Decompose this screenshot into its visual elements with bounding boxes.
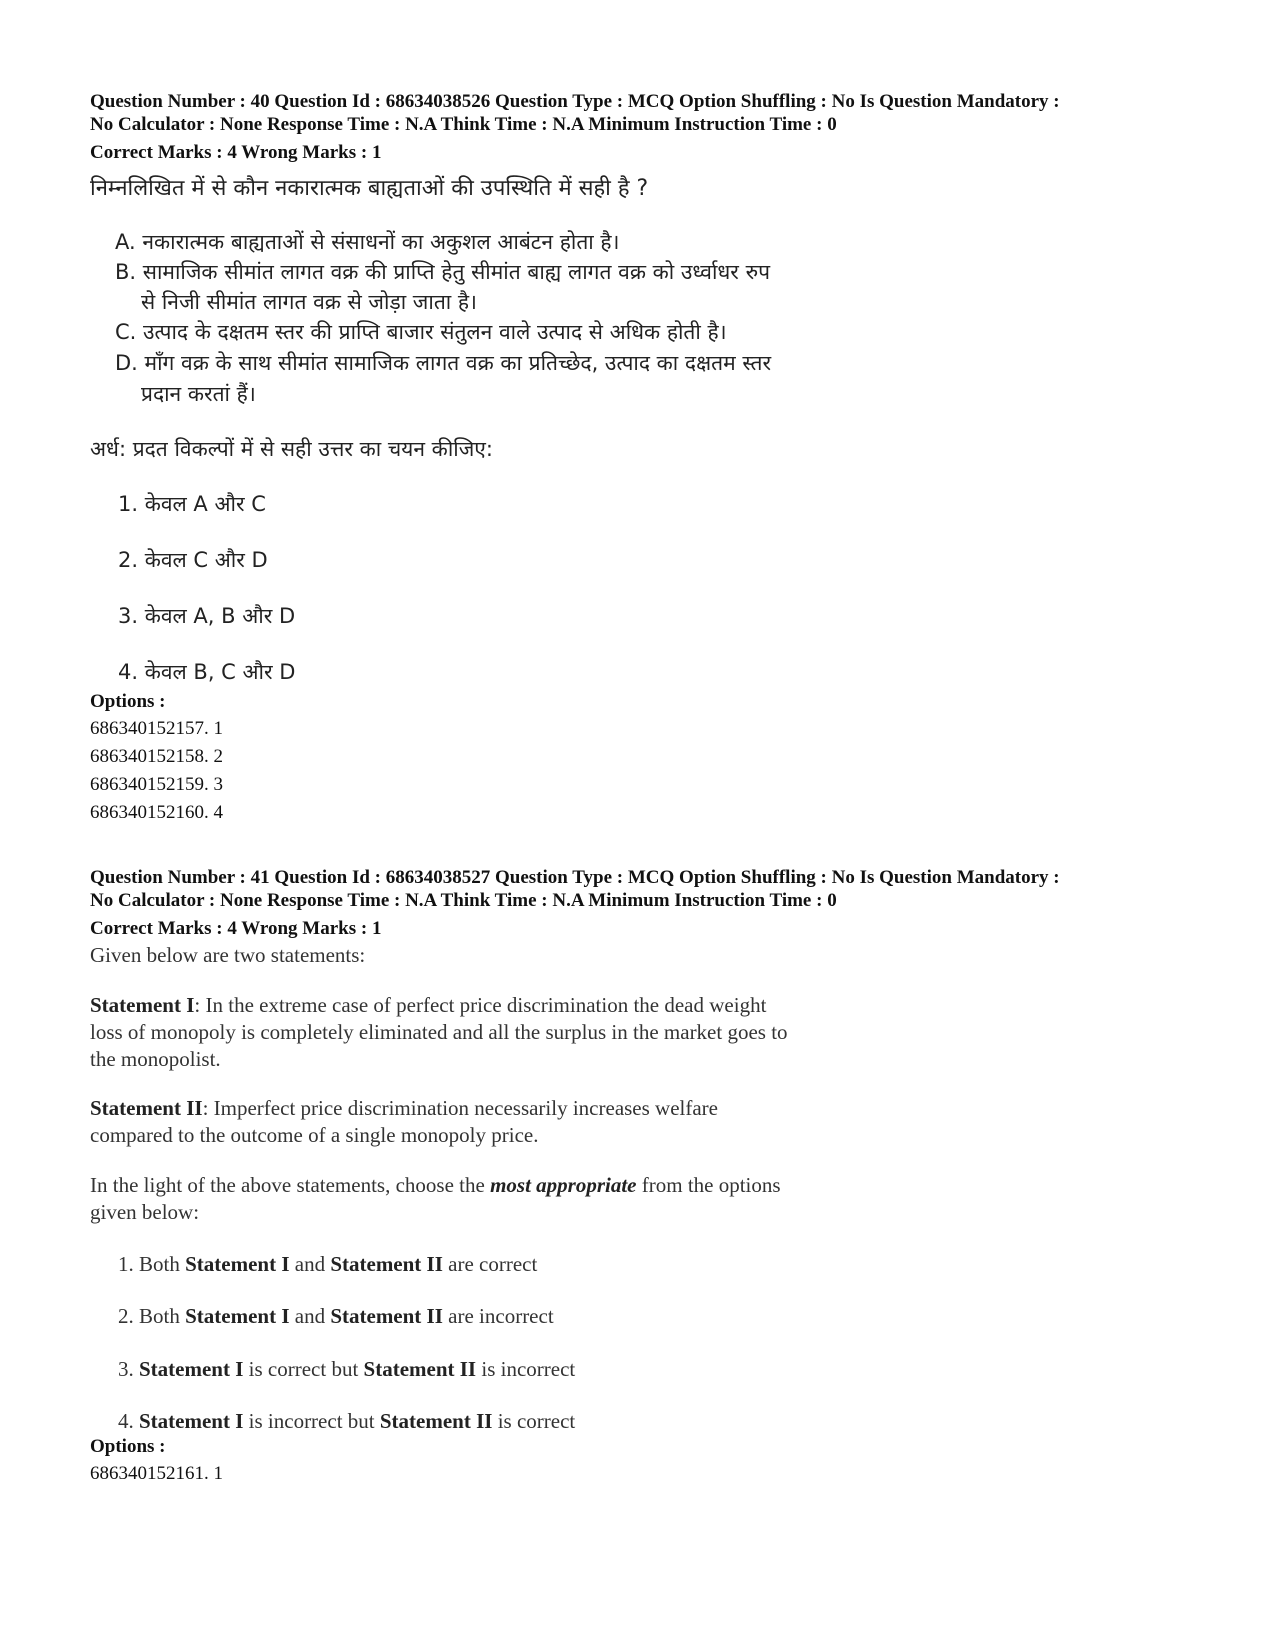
q41-instruction-emphasis: most appropriate <box>490 1173 637 1197</box>
q40-option-2: 686340152158. 2 <box>90 746 223 767</box>
q41-choice-1-statement-b: Statement II <box>330 1252 443 1276</box>
q41-choice-1-mid: and <box>289 1252 331 1276</box>
q40-choice-2: 2. केवल C और D <box>118 548 268 572</box>
q41-option-1: 686340152161. 1 <box>90 1463 223 1484</box>
q41-choice-1 <box>118 1250 537 1278</box>
q41-choice-3-prefix: 3. <box>118 1357 139 1381</box>
q41-choice-2-statement-b: Statement II <box>330 1304 443 1328</box>
q41-choice-4 <box>118 1407 575 1435</box>
q40-instruction: अर्ध: प्रदत विकल्पों में से सही उत्तर का चयन कीजिए: <box>90 437 493 461</box>
q40-question-text: निम्नलिखित में से कौन नकारात्मक बाह्यताओं की उपस्थिति में सही है ? <box>90 176 649 201</box>
q41-marks: Correct Marks : 4 Wrong Marks : 1 <box>90 918 382 939</box>
q40-choice-4: 4. केवल B, C और D <box>118 660 296 684</box>
q41-choice-1-end: are correct <box>442 1252 538 1276</box>
q41-choice-4-mid: is incorrect but <box>243 1409 380 1433</box>
q40-option-1: 686340152157. 1 <box>90 718 223 739</box>
q40-statement-c: C. उत्पाद के दक्षतम स्तर की प्राप्ति बाजार संतुलन वाले उत्पाद से अधिक होती है। <box>115 320 727 344</box>
q41-statement1-line2: loss of monopoly is completely eliminated and all the surplus in the market goes to <box>90 1020 788 1044</box>
q41-choice-3 <box>118 1355 575 1383</box>
q41-statement2-line2: compared to the outcome of a single monopoly price. <box>90 1123 539 1147</box>
q40-statement-d-line1: D. माँग वक्र के साथ सीमांत सामाजिक लागत वक्र का प्रतिच्छेद, उत्पाद का दक्षतम स्तर <box>115 351 772 375</box>
q41-choice-4-statement-b: Statement II <box>379 1409 493 1433</box>
q41-header-line2: No Calculator : None Response Time : N.A Think Time : N.A Minimum Instruction Time : 0 <box>90 890 837 911</box>
q41-choice-3-statement-b: Statement II <box>363 1357 477 1381</box>
q41-choice-2-end: are incorrect <box>442 1304 554 1328</box>
q40-header-line2: No Calculator : None Response Time : N.A Think Time : N.A Minimum Instruction Time : 0 <box>90 114 837 135</box>
q41-choice-4-statement-a: Statement I <box>139 1409 244 1433</box>
q41-choice-2 <box>118 1302 554 1330</box>
q41-choice-4-prefix: 4. <box>118 1409 139 1433</box>
q40-statement-d-line2: प्रदान करतां हैं। <box>141 382 256 406</box>
q41-header-line1: Question Number : 41 Question Id : 68634038527 Question Type : MCQ Option Shuffling : No Is Question Mandatory : <box>90 867 1060 888</box>
q41-choice-2-mid: and <box>289 1304 331 1328</box>
q41-choice-1-prefix: 1. Both <box>118 1252 186 1276</box>
q40-option-4: 686340152160. 4 <box>90 802 223 823</box>
q40-choice-3: 3. केवल A, B और D <box>118 604 296 628</box>
q41-options-label: Options : <box>90 1436 166 1457</box>
q41-choice-3-end: is incorrect <box>476 1357 576 1381</box>
q40-statement-a: A. नकारात्मक बाह्यताओं से संसाधनों का अकुशल आबंटन होता है। <box>115 230 620 254</box>
q41-statement1-label: Statement I <box>90 993 195 1017</box>
q41-choice-2-statement-a: Statement I <box>185 1304 290 1328</box>
q41-statement2-label: Statement II <box>90 1096 203 1120</box>
q41-choice-1-statement-a: Statement I <box>185 1252 290 1276</box>
q40-header-line1: Question Number : 40 Question Id : 68634038526 Question Type : MCQ Option Shuffling : No Is Question Mandatory : <box>90 91 1060 112</box>
q40-statement-b-line1: B. सामाजिक सीमांत लागत वक्र की प्राप्ति हेतु सीमांत बाह्य लागत वक्र को उर्ध्वाधर रुप <box>115 260 771 284</box>
q41-instruction-line1 <box>90 1171 781 1199</box>
q40-marks: Correct Marks : 4 Wrong Marks : 1 <box>90 142 382 163</box>
q41-choice-3-statement-a: Statement I <box>139 1357 244 1381</box>
q41-statement1-line1 <box>90 991 766 1019</box>
q41-choice-2-prefix: 2. Both <box>118 1304 186 1328</box>
q41-statement2-text: : Imperfect price discrimination necessarily increases welfare <box>202 1096 719 1120</box>
q40-options-label: Options : <box>90 691 166 712</box>
q41-instruction-post: from the options <box>636 1173 781 1197</box>
q40-option-3: 686340152159. 3 <box>90 774 223 795</box>
q41-intro: Given below are two statements: <box>90 943 366 967</box>
q41-instruction-line2: given below: <box>90 1200 200 1224</box>
q40-choice-1: 1. केवल A और C <box>118 492 266 516</box>
q41-statement1-line3: the monopolist. <box>90 1047 221 1071</box>
q41-choice-4-end: is correct <box>492 1409 576 1433</box>
q41-statement2-line1 <box>90 1094 718 1122</box>
q40-statement-b-line2: से निजी सीमांत लागत वक्र से जोड़ा जाता है। <box>141 290 478 314</box>
q41-choice-3-mid: is correct but <box>243 1357 364 1381</box>
q41-instruction-pre: In the light of the above statements, choose the <box>90 1173 491 1197</box>
q41-statement1-text: : In the extreme case of perfect price discrimination the dead weight <box>194 993 767 1017</box>
